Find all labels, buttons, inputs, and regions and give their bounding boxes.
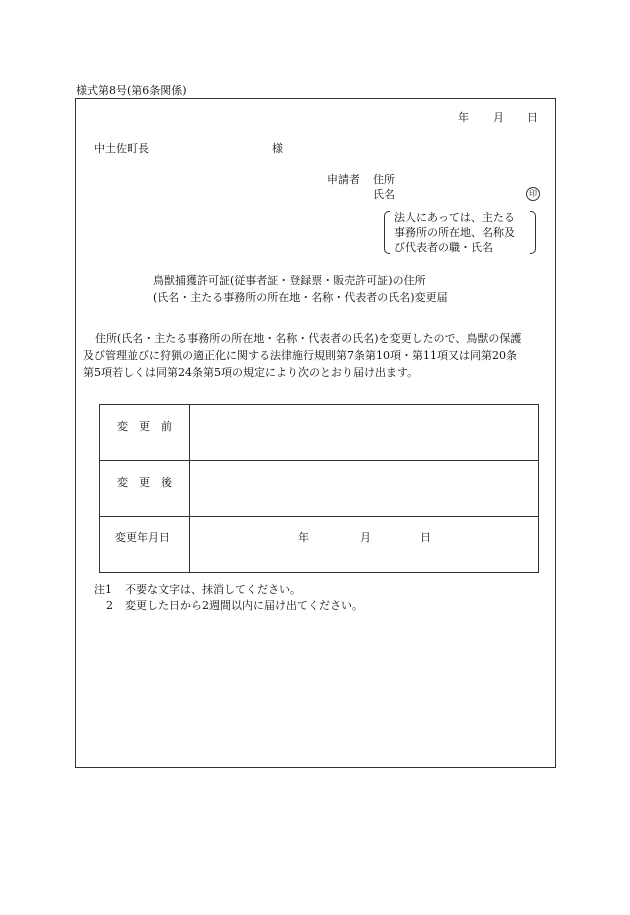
table-row-divider-1 (100, 460, 538, 461)
applicant-address-label: 住所 (373, 173, 395, 186)
addressee-name: 中土佐町長 (94, 142, 149, 155)
row-label-after: 変 更 後 (117, 476, 172, 489)
change-table (99, 404, 539, 573)
note-1-text: 不要な文字は、抹消してください。 (125, 583, 301, 596)
note-2-text: 変更した日から2週間以内に届け出てください。 (125, 599, 363, 612)
seal-icon: 印 (526, 187, 540, 201)
note-bracket-left (384, 211, 390, 254)
change-date-day: 日 (420, 531, 431, 544)
corporate-note-line-2: 事務所の所在地、名称及 (394, 226, 515, 239)
change-date-year: 年 (298, 531, 309, 544)
applicant-label: 申請者 (327, 173, 360, 186)
table-column-divider (189, 405, 190, 572)
row-label-before: 変 更 前 (117, 420, 172, 433)
corporate-note-line-3: び代表者の職・氏名 (394, 241, 493, 254)
date-year-label: 年 (458, 111, 469, 124)
note-bracket-right (530, 211, 536, 254)
change-date-month: 月 (360, 531, 371, 544)
table-row-divider-2 (100, 516, 538, 517)
note-1-label: 注1 (94, 583, 112, 596)
document-title-line-2: (氏名・主たる事務所の所在地・名称・代表者の氏名)変更届 (153, 291, 448, 304)
body-line-2: 及び管理並びに狩猟の適正化に関する法律施行規則第7条第10項・第11項又は同第20条 (83, 349, 517, 362)
addressee-honorific: 様 (272, 142, 283, 155)
date-day-label: 日 (527, 111, 538, 124)
date-month-label: 月 (493, 111, 504, 124)
note-2-label: 2 (106, 599, 113, 612)
applicant-name-label: 氏名 (373, 188, 395, 201)
body-line-3: 第5項若しくは同第24条第5項の規定により次のとおり届け出ます。 (83, 366, 419, 379)
form-number: 様式第8号(第6条関係) (76, 84, 187, 97)
body-line-1: 住所(氏名・主たる事務所の所在地・名称・代表者の氏名)を変更したので、鳥獣の保護 (95, 332, 522, 345)
row-label-change-date: 変更年月日 (115, 531, 170, 544)
corporate-note-line-1: 法人にあっては、主たる (394, 211, 515, 224)
document-title-line-1: 鳥獣捕獲許可証(従事者証・登録票・販売許可証)の住所 (153, 274, 426, 287)
